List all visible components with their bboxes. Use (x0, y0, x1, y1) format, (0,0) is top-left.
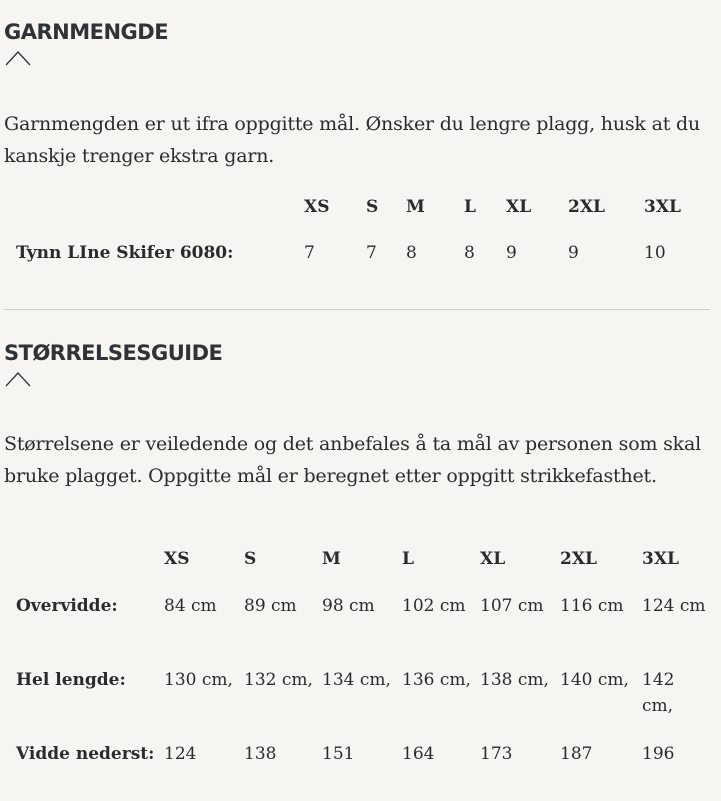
size-header-2xl: 2XL (568, 197, 605, 217)
table-cell: 134 cm, (322, 670, 391, 690)
table-cell: 7 (366, 243, 377, 263)
size-guide-intro-text: Størrelsene er veiledende og det anbefales å ta mål av personen som skal bruke plagget. Oppgitte mål er beregnet etter oppgitt strikkefasthet. (4, 433, 701, 487)
table-row (16, 741, 706, 801)
table-cell: 164 (402, 744, 435, 764)
table-cell: 102 cm (402, 596, 466, 616)
table-cell: 173 (480, 744, 513, 764)
table-row (16, 230, 706, 264)
table-cell: 196 (642, 744, 675, 764)
table-cell: 136 cm, (402, 670, 471, 690)
size-header-s: S (244, 549, 257, 569)
size-header-xs: XS (164, 549, 190, 569)
table-cell: 138 (244, 744, 277, 764)
table-cell: 9 (506, 243, 517, 263)
table-cell: 124 cm (642, 596, 706, 616)
size-header-xl: XL (506, 197, 532, 217)
table-cell: 124 (164, 744, 197, 764)
row-label-vidde-nederst: Vidde nederst: (16, 744, 155, 764)
yarn-section-heading[interactable]: GARNMENGDE (4, 20, 169, 44)
table-row (16, 593, 706, 667)
size-header-xs: XS (304, 197, 330, 217)
table-cell: 140 cm, (560, 670, 629, 690)
table-cell: 8 (406, 243, 417, 263)
table-cell: 130 cm, (164, 670, 233, 690)
size-guide-table (16, 548, 706, 801)
table-cell: 116 cm (560, 596, 624, 616)
table-cell: 138 cm, (480, 670, 549, 690)
header-empty-cell (16, 196, 304, 230)
table-cell: 7 (304, 243, 315, 263)
chevron-up-icon[interactable] (5, 371, 31, 387)
yarn-intro-text: Garnmengden er ut ifra oppgitte mål. Ønsker du lengre plagg, husk at du kanskje trenger ekstra garn. (4, 113, 700, 167)
table-row (16, 667, 706, 741)
size-header-xl: XL (480, 549, 506, 569)
row-label-overvidde: Overvidde: (16, 596, 118, 616)
table-cell: 9 (568, 243, 579, 263)
size-header-l: L (402, 549, 414, 569)
size-header-m: M (322, 549, 341, 569)
table-cell: 132 cm, (244, 670, 313, 690)
table-cell: 187 (560, 744, 593, 764)
table-cell: 10 (644, 243, 666, 263)
size-header-l: L (464, 197, 476, 217)
size-header-3xl: 3XL (642, 549, 679, 569)
yarn-amount-table (16, 196, 706, 264)
table-cell: 84 cm (164, 596, 217, 616)
table-cell: 142 cm, (642, 670, 675, 716)
table-cell: 8 (464, 243, 475, 263)
header-empty-cell (16, 548, 164, 593)
table-cell: 151 (322, 744, 355, 764)
table-cell: 107 cm (480, 596, 544, 616)
size-header-m: M (406, 197, 425, 217)
size-guide-heading[interactable]: STØRRELSESGUIDE (4, 341, 223, 365)
table-cell: 98 cm (322, 596, 375, 616)
size-header-3xl: 3XL (644, 197, 681, 217)
row-label-yarn: Tynn LIne Skifer 6080: (16, 243, 234, 263)
size-header-s: S (366, 197, 379, 217)
table-header-row (16, 196, 706, 230)
section-divider (4, 309, 710, 310)
size-header-2xl: 2XL (560, 549, 597, 569)
row-label-hel-lengde: Hel lengde: (16, 670, 126, 690)
table-header-row (16, 548, 706, 593)
table-cell: 89 cm (244, 596, 297, 616)
chevron-up-icon[interactable] (5, 50, 31, 66)
